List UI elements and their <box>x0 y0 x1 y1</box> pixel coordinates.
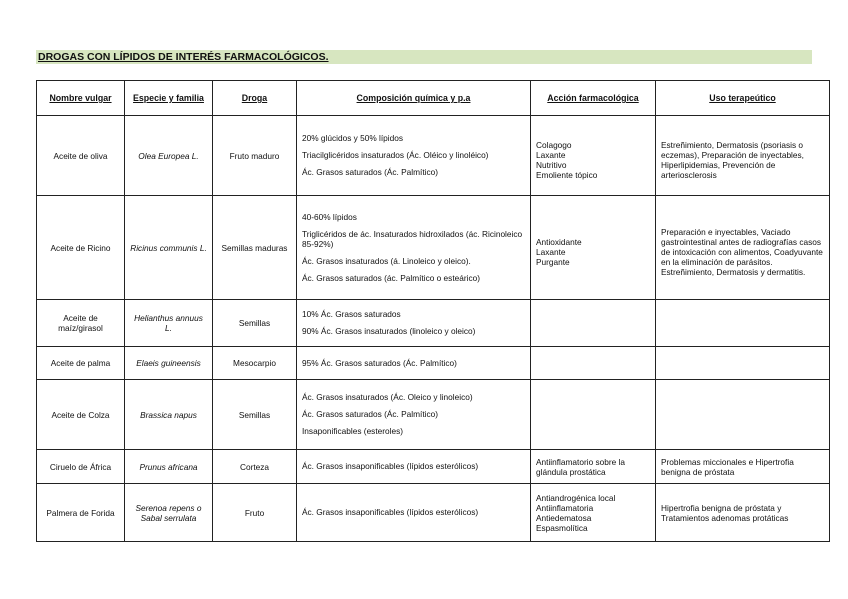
table-row <box>37 484 830 542</box>
cell-composicion <box>297 484 531 542</box>
cell-accion <box>531 347 656 380</box>
cell-especie: Prunus africana <box>125 450 213 484</box>
cell-nombre: Aceite de palma <box>37 347 125 380</box>
accion-item: Antiinflamatorio sobre la glándula prostática <box>536 456 626 477</box>
cell-droga: Semillas <box>213 300 297 347</box>
cell-composicion <box>297 450 531 484</box>
header-droga: Droga <box>213 81 297 116</box>
header-accion: Acción farmacológica <box>531 81 656 116</box>
uso-item: Hipertrofia benigna de próstata y Tratamientos adenomas protáticas <box>661 502 789 523</box>
composicion-line: Ác. Grasos insaturados (á. Linoleico y oleico). <box>302 255 471 266</box>
cell-uso <box>656 450 830 484</box>
header-row <box>37 81 830 116</box>
accion-item: Antiedematosa <box>536 512 592 523</box>
composicion-line: 40-60% lípidos <box>302 211 357 222</box>
cell-uso <box>656 116 830 196</box>
composicion-line: 95% Ác. Grasos saturados (Ác. Palmítico) <box>302 357 457 368</box>
table-row <box>37 300 830 347</box>
cell-nombre: Aceite de Ricino <box>37 196 125 300</box>
accion-item: Emoliente tópico <box>536 169 598 180</box>
cell-droga: Corteza <box>213 450 297 484</box>
table-row <box>37 380 830 450</box>
table-row <box>37 450 830 484</box>
cell-composicion <box>297 196 531 300</box>
cell-droga: Mesocarpio <box>213 347 297 380</box>
cell-nombre: Aceite de maíz/girasol <box>37 300 125 347</box>
cell-especie: Olea Europea L. <box>125 116 213 196</box>
cell-especie: Ricinus communis L. <box>125 196 213 300</box>
composicion-line: Triglicéridos de ác. Insaturados hidroxilados (ác. Ricinoleico 85-92%) <box>302 228 523 249</box>
uso-item: Estreñimiento, Dermatosis (psoriasis o eczemas), Preparación de inyectables, Hiperlipidemias, Prevención de arteriosclerosis <box>661 139 804 180</box>
cell-droga: Fruto maduro <box>213 116 297 196</box>
table-row <box>37 196 830 300</box>
header-composicion: Composición química y p.a <box>297 81 531 116</box>
cell-especie: Serenoa repens o Sabal serrulata <box>125 484 213 542</box>
cell-uso <box>656 347 830 380</box>
composicion-line: 10% Ác. Grasos saturados <box>302 309 401 319</box>
cell-uso <box>656 484 830 542</box>
cell-uso <box>656 196 830 300</box>
header-uso: Uso terapeútico <box>656 81 830 116</box>
accion-item: Antiandrogénica local <box>536 492 616 503</box>
table-body <box>37 116 830 542</box>
cell-accion <box>531 300 656 347</box>
cell-nombre: Aceite de oliva <box>37 116 125 196</box>
cell-especie: Helianthus annuus L. <box>125 300 213 347</box>
document-title: DROGAS CON LÍPIDOS DE INTERÉS FARMACOLÓGICOS. <box>36 50 812 64</box>
accion-item: Espasmolítica <box>536 522 588 533</box>
composicion-line: Insaponificables (esteroles) <box>302 426 403 436</box>
composicion-line: Ác. Grasos insaponificables (lípidos esterólicos) <box>302 461 479 471</box>
composicion-line: 20% glúcidos y 50% lípidos <box>302 133 404 143</box>
composicion-line: 90% Ác. Grasos insaturados (linoleico y oleico) <box>302 326 476 336</box>
composicion-line: Ác. Grasos insaponificables (lípidos esterólicos) <box>302 507 479 517</box>
accion-item: Antioxidante <box>536 236 582 247</box>
cell-uso <box>656 380 830 450</box>
cell-accion <box>531 380 656 450</box>
accion-item: Antiinflamatoria <box>536 502 594 513</box>
cell-accion <box>531 484 656 542</box>
composicion-line: Ác. Grasos insaturados (Ác. Oleico y linoleico) <box>302 392 473 402</box>
cell-composicion <box>297 116 531 196</box>
cell-composicion <box>297 300 531 347</box>
cell-uso <box>656 300 830 347</box>
cell-especie: Elaeis guineensis <box>125 347 213 380</box>
composicion-line: Ác. Grasos saturados (Ác. Palmítico) <box>302 409 439 419</box>
cell-nombre: Ciruelo de África <box>37 450 125 484</box>
accion-item: Laxante <box>536 149 566 160</box>
cell-droga: Semillas maduras <box>213 196 297 300</box>
cell-accion <box>531 450 656 484</box>
accion-item: Colagogo <box>536 139 572 150</box>
lipid-drugs-table <box>36 80 830 542</box>
cell-composicion <box>297 380 531 450</box>
table-row <box>37 347 830 380</box>
composicion-line: Ác. Grasos saturados (ác. Palmítico o esteárico) <box>302 272 480 283</box>
composicion-line: Triacilglicéridos insaturados (Ác. Oléico y linoléico) <box>302 150 489 160</box>
cell-accion <box>531 196 656 300</box>
accion-item: Purgante <box>536 256 570 267</box>
composicion-line: Ác. Grasos saturados (Ác. Palmítico) <box>302 167 439 177</box>
uso-item: Preparación e inyectables, Vaciado gastrointestinal antes de radiografías casos de intoxicación con alimentos, Coadyuvante en la eliminación de parásitos. Estreñimiento, Dermatosis y dermatitis. <box>661 226 823 277</box>
cell-nombre: Aceite de Colza <box>37 380 125 450</box>
cell-droga: Semillas <box>213 380 297 450</box>
header-nombre: Nombre vulgar <box>37 81 125 116</box>
cell-droga: Fruto <box>213 484 297 542</box>
table-row <box>37 116 830 196</box>
cell-especie: Brassica napus <box>125 380 213 450</box>
cell-accion <box>531 116 656 196</box>
accion-item: Nutritivo <box>536 159 567 170</box>
uso-item: Problemas miccionales e Hipertrofia benigna de próstata <box>661 456 794 477</box>
header-especie: Especie y familia <box>125 81 213 116</box>
cell-nombre: Palmera de Forida <box>37 484 125 542</box>
accion-item: Laxante <box>536 246 566 257</box>
cell-composicion <box>297 347 531 380</box>
